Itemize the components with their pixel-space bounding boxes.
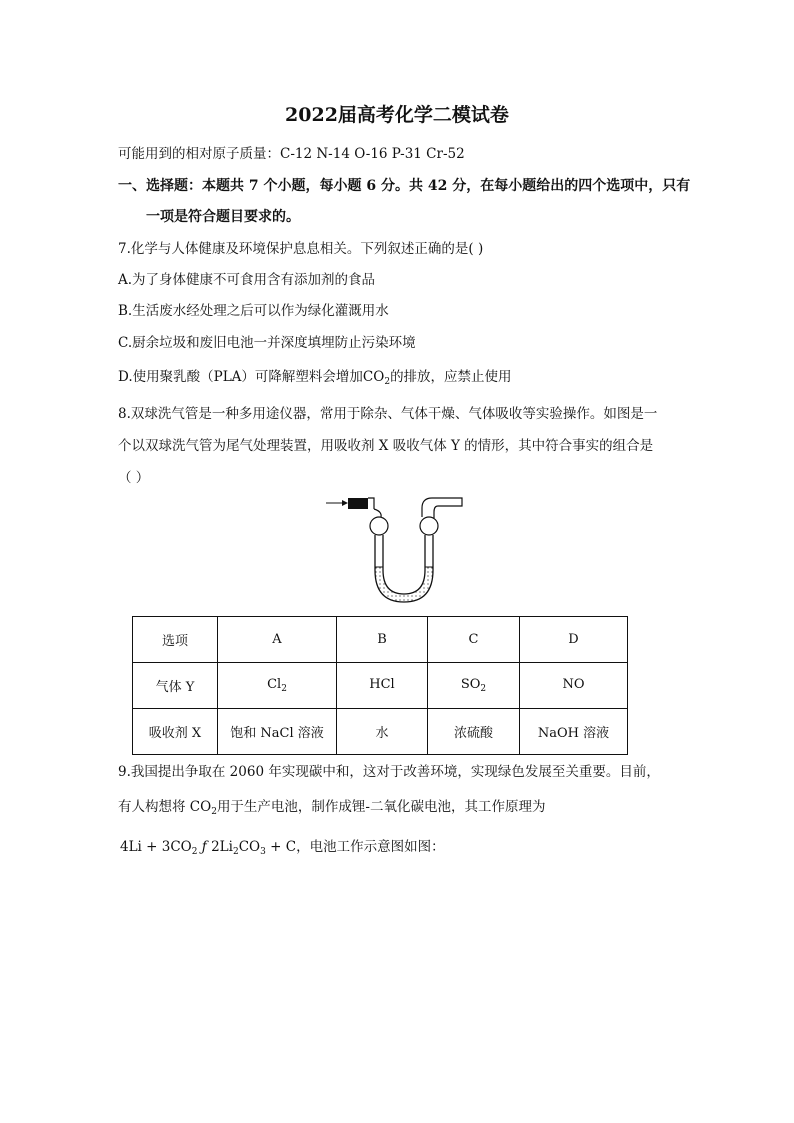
table-row — [133, 663, 628, 709]
q9-line2-tail: 用于生产电池，制作成锂-二氧化碳电池，其工作原理为 — [216, 799, 546, 815]
gas-subscript: 2 — [281, 684, 287, 694]
absorbent-liquid — [375, 567, 433, 602]
q9-equation-tail: ，电池工作示意图如图： — [296, 839, 445, 855]
gas-inlet-arrow-head — [342, 500, 348, 506]
absorbent-cell-d: NaOH 溶液 — [520, 709, 628, 755]
q8-line2: 个以双球洗气管为尾气处理装置，用吸收剂 X 吸收气体 Y 的情形，其中符合事实的组合是 — [118, 438, 654, 454]
right-bulb — [420, 517, 438, 535]
q9-line2-sub: 2 — [211, 807, 217, 817]
gas-subscript: 2 — [480, 684, 487, 694]
q7-option-b: B.生活废水经处理之后可以作为绿化灌溉用水 — [118, 303, 389, 319]
table-header-cell: B — [337, 617, 428, 663]
q9-line1: 9.我国提出争取在 2060 年实现碳中和，这对于改善环境，实现绿色发展至关重要。目前， — [118, 764, 660, 780]
q9-line2 — [118, 798, 546, 821]
equation-product-c: + C — [265, 839, 297, 855]
absorbent-cell-b: 水 — [337, 709, 428, 755]
gas-formula: Cl — [267, 677, 282, 692]
equation-arrow: ƒ — [197, 839, 212, 855]
q8-line3: （ ） — [118, 470, 150, 486]
q8-line1: 8.双球洗气管是一种多用途仪器，常用于除杂、气体干燥、气体吸收等实验操作。如图是一 — [118, 406, 658, 422]
q7-option-a: A.为了身体健康不可食用含有添加剂的食品 — [118, 272, 376, 288]
equation-product: 2Li — [211, 839, 233, 855]
table-header-cell: D — [520, 617, 628, 663]
q7-option-c: C.厨余垃圾和废旧电池一并深度填埋防止污染环境 — [118, 335, 416, 351]
table-row — [133, 709, 628, 755]
q7-option-d — [118, 368, 512, 391]
atomic-mass-note: 可能用到的相对原子质量：C-12 N-14 O-16 P-31 Cr-52 — [118, 146, 465, 162]
gas-cell-d — [520, 663, 628, 709]
gas-cell-b — [337, 663, 428, 709]
outlet-tube — [422, 498, 462, 518]
gas-cell-a — [218, 663, 337, 709]
absorbent-cell-c: 浓硫酸 — [428, 709, 520, 755]
equation-sub: 2 — [232, 847, 239, 857]
equation-sub: 3 — [260, 847, 266, 857]
gas-formula: NO — [562, 677, 585, 692]
u-tube-inner — [383, 535, 425, 594]
equation-sub: 2 — [191, 847, 198, 857]
equation-product-anion: CO — [238, 839, 261, 855]
double-bulb-washing-tube-diagram — [322, 490, 472, 610]
section-heading-line1: 一、选择题：本题共 7 个小题，每小题 6 分。共 42 分，在每小题给出的四个选项中，只有 — [118, 178, 691, 194]
q7-option-d-tail: 的排放，应禁止使用 — [390, 369, 512, 385]
page-title: 2022届高考化学二模试卷 — [285, 104, 509, 126]
table-header-cell: 选项 — [133, 617, 218, 663]
left-bulb — [370, 517, 388, 535]
table-header-cell: A — [218, 617, 337, 663]
equation-reactants: 4Li + 3CO — [120, 839, 192, 855]
q9-equation-line — [120, 838, 445, 861]
table-row — [133, 617, 628, 663]
q9-line2-text: 有人构想将 CO — [118, 799, 212, 815]
absorbent-row-label: 吸收剂 X — [133, 709, 218, 755]
options-table — [132, 616, 628, 755]
gas-formula: HCl — [369, 677, 395, 692]
table-header-cell: C — [428, 617, 520, 663]
q7-stem: 7.化学与人体健康及环境保护息息相关。下列叙述正确的是( ) — [118, 241, 484, 257]
gas-row-label: 气体 Y — [133, 663, 218, 709]
absorbent-cell-a: 饱和 NaCl 溶液 — [218, 709, 337, 755]
q7-option-d-sub: 2 — [384, 377, 391, 387]
q7-option-d-text: D.使用聚乳酸（PLA）可降解塑料会增加CO — [118, 369, 385, 385]
section-heading-line2: 一项是符合题目要求的。 — [146, 209, 300, 225]
gas-formula: SO — [460, 677, 481, 692]
gas-cell-c — [428, 663, 520, 709]
stopper — [348, 498, 368, 509]
